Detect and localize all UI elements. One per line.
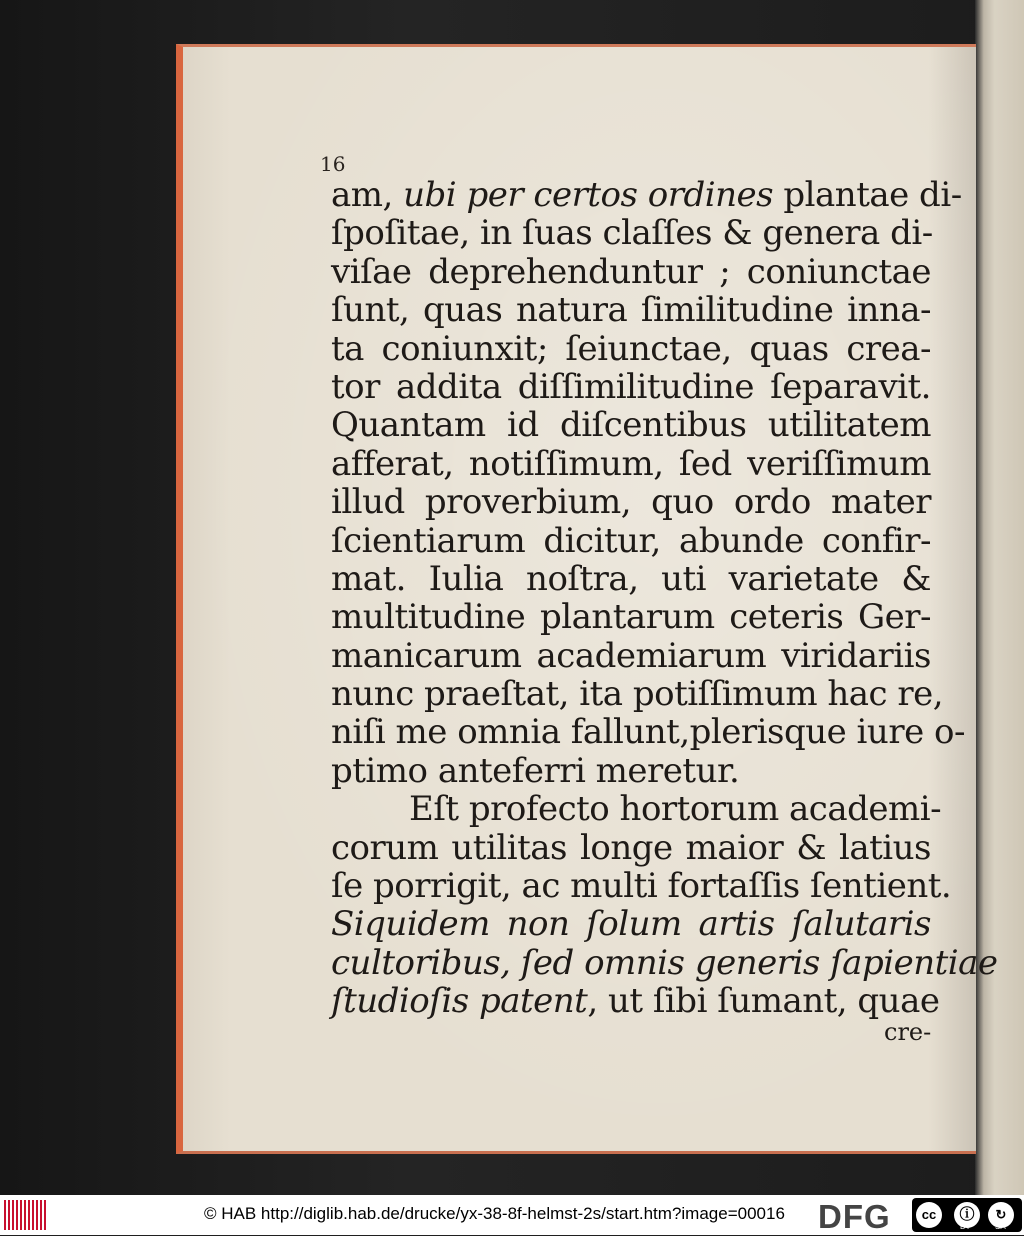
- text-line: [331, 406, 931, 444]
- text-segment: multitudine plantarum ceteris Ger-: [331, 597, 931, 638]
- sa-label: SA: [995, 1222, 1006, 1231]
- text-segment: niſi me omnia fallunt,plerisque iure o-: [331, 712, 965, 753]
- text-line: [331, 291, 931, 329]
- text-line: [331, 866, 952, 907]
- text-segment: ſtudioſis patent: [331, 981, 588, 1022]
- catchword: cre-: [884, 1018, 932, 1046]
- text-segment: illud proverbium, quo ordo mater: [331, 482, 931, 523]
- cc-icon: cc: [916, 1202, 942, 1228]
- text-line: [331, 483, 931, 521]
- text-segment: am,: [331, 175, 404, 215]
- text-line: [331, 674, 944, 715]
- text-line: [331, 905, 931, 943]
- text-segment: afferat, notiſſimum, ſed veriſſimum: [331, 443, 931, 484]
- text-segment: ſunt, quas natura ſimilitudine inna-: [331, 290, 931, 331]
- text-segment: ſpoſitae, in ſuas claſſes & genera di-: [331, 213, 933, 254]
- text-line: [331, 445, 931, 483]
- source-url[interactable]: © HAB http://diglib.hab.de/drucke/yx-38-8f-helmst-2s/start.htm?image=00016: [204, 1204, 785, 1223]
- page-text: [331, 175, 998, 1022]
- text-segment: Siquidem non ſolum artis ſalutaris: [331, 904, 931, 945]
- text-line: [331, 981, 940, 1022]
- text-line: [331, 175, 962, 215]
- text-segment: ta coniunxit; ſeiunctae, quas crea-: [331, 328, 931, 369]
- share-alike-icon: ↻: [988, 1202, 1014, 1228]
- text-segment: Eſt profecto hortorum academi-: [409, 789, 942, 830]
- text-segment: tor addita diſſimilitudine ſeparavit.: [331, 366, 931, 407]
- text-segment: ubi per certos ordines: [403, 175, 774, 215]
- text-segment: ptimo anteferri meretur.: [331, 750, 740, 791]
- text-line: [331, 330, 931, 368]
- text-line: [331, 560, 931, 598]
- text-segment: cultoribus, ſed omnis generis ſapientiae: [331, 942, 998, 983]
- hab-logo-icon[interactable]: [4, 1200, 46, 1230]
- by-label: BY: [960, 1222, 971, 1231]
- text-segment: ſe porrigit, ac multi fortaſſis ſentient.: [331, 866, 952, 907]
- text-segment: , ut ſibi ſumant, quae: [587, 981, 940, 1022]
- text-line: [331, 368, 931, 406]
- text-segment: Quantam id diſcentibus utilitatem: [331, 405, 931, 446]
- text-line: [331, 637, 931, 675]
- text-line: [331, 712, 965, 753]
- text-line: [331, 598, 931, 636]
- text-segment: manicarum academiarum viridariis: [331, 635, 931, 676]
- facing-page-edge: [975, 0, 1024, 1195]
- text-segment: ſcientiarum dicitur, abunde confir-: [331, 520, 931, 561]
- cc-license-badge[interactable]: [912, 1198, 1022, 1232]
- text-segment: nunc praeſtat, ita potiſſimum hac re,: [331, 674, 944, 715]
- text-segment: mat. Iulia noſtra, uti varietate &: [331, 558, 931, 599]
- viewer-footer: [0, 1195, 1024, 1235]
- attribution-icon: ⓘ: [954, 1202, 980, 1228]
- text-segment: corum utilitas longe maior & latius: [331, 827, 931, 868]
- page-number: 16: [320, 152, 346, 176]
- text-segment: viſae deprehenduntur ; coniunctae: [331, 251, 931, 292]
- text-line: [331, 253, 931, 291]
- text-line: [331, 789, 942, 830]
- text-line: [331, 522, 931, 560]
- text-line: [331, 752, 931, 790]
- text-line: [331, 942, 998, 983]
- text-line: [331, 214, 931, 252]
- text-segment: plantae di-: [773, 175, 962, 215]
- dfg-logo[interactable]: DFG: [818, 1198, 891, 1235]
- text-line: [331, 829, 931, 867]
